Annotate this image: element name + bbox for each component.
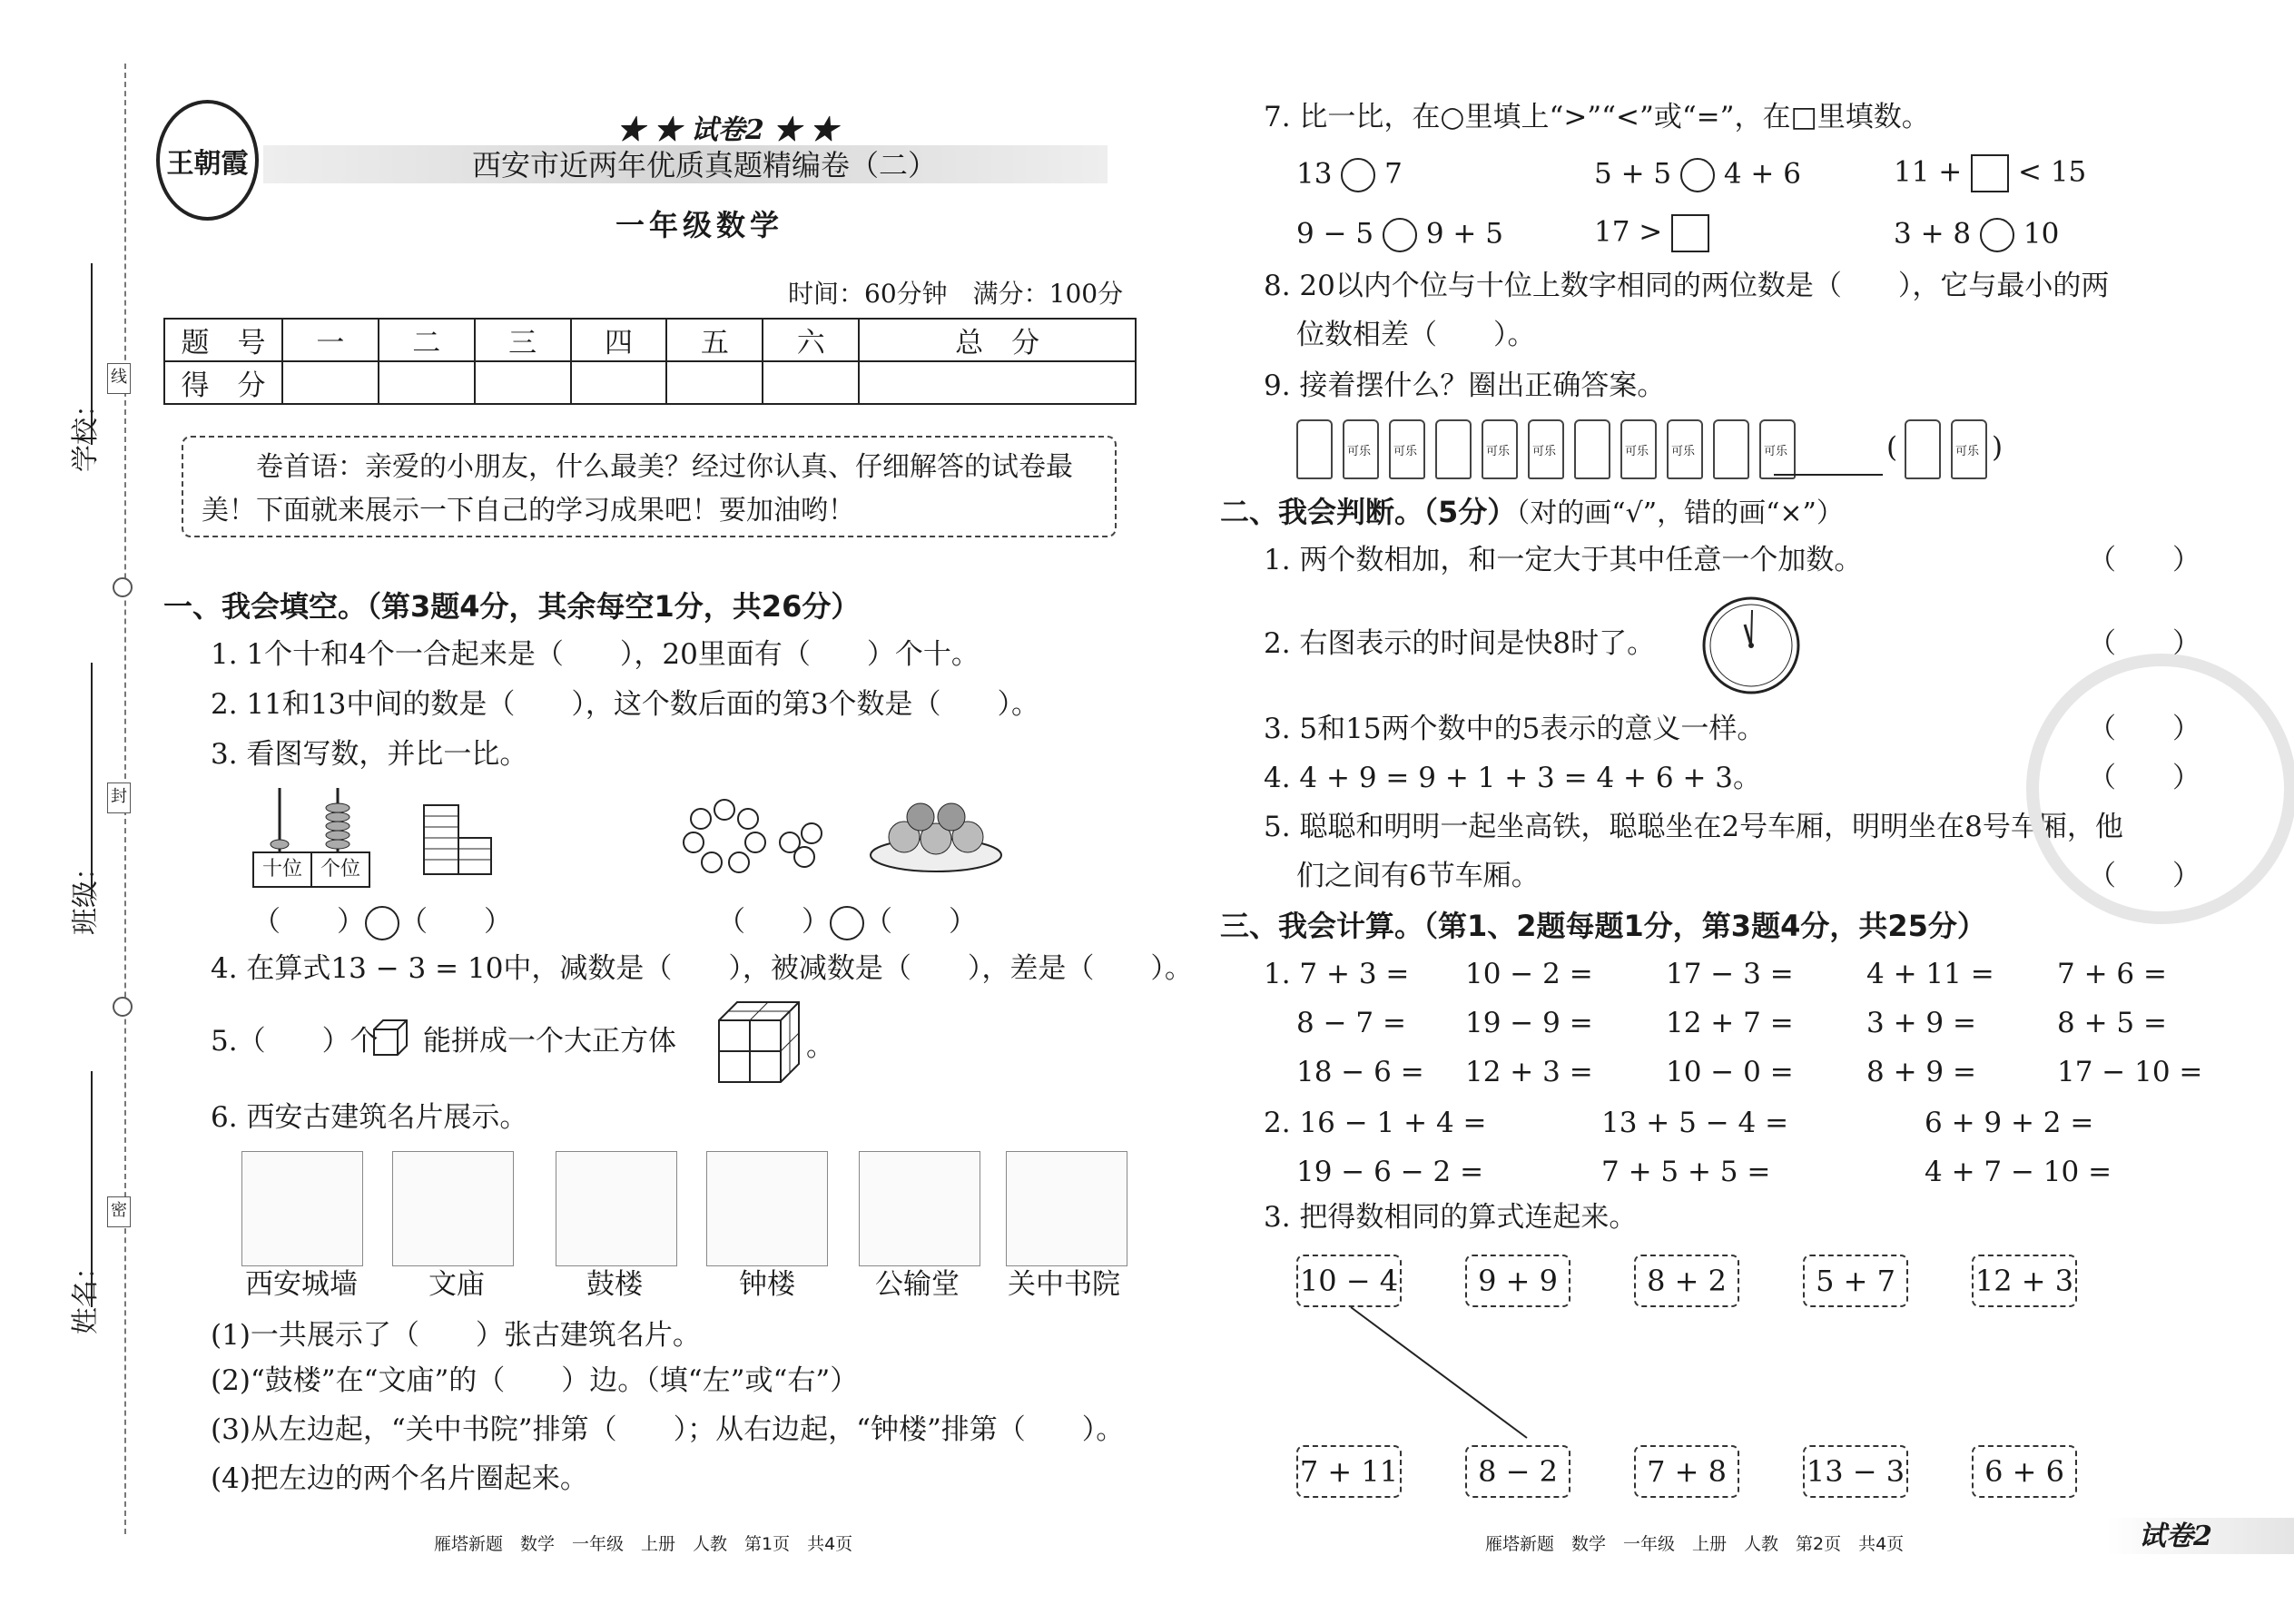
calc-item[interactable]: 6 + 9 + 2 = [1925, 1107, 2094, 1139]
question-6-1: (1)一共展示了（ ）张古建筑名片。 [211, 1319, 701, 1352]
calc-item[interactable]: 10 − 2 = [1465, 958, 1593, 990]
judge-answer[interactable]: （ ） [2088, 544, 2200, 576]
school-label: 学校： [70, 390, 102, 472]
question-8-a: 8. 20以内个位与十位上数字相同的两位数是（ ），它与最小的两 [1264, 270, 2110, 302]
table-cell: 六 [763, 319, 859, 361]
q7-item[interactable]: 13 7 [1296, 158, 1403, 192]
class-write-line [91, 663, 93, 899]
question-4: 4. 在算式13 − 3 = 10中，减数是（ ），被减数是（ ），差是（ ）。 [211, 952, 1193, 985]
cola-bottle-icon: 可乐 [1759, 419, 1796, 479]
class-label: 班级： [70, 853, 102, 935]
score-input-cell[interactable] [763, 361, 859, 404]
building-card-bell-tower[interactable] [706, 1151, 828, 1266]
building-name: 西安城墙 [245, 1268, 358, 1301]
score-input-cell[interactable] [475, 361, 571, 404]
calc-item[interactable]: 2. 16 − 1 + 4 = [1264, 1107, 1487, 1139]
calc-item[interactable]: 18 − 6 = [1296, 1056, 1424, 1088]
school-write-line [91, 263, 93, 445]
calc-item[interactable]: 10 − 0 = [1666, 1056, 1794, 1088]
period: 。 [806, 1030, 834, 1063]
judge-answer[interactable]: （ ） [2088, 860, 2200, 892]
question-3: 3. 看图写数，并比一比。 [211, 738, 528, 771]
question-6-3: (3)从左边起，“关中书院”排第（ ）；从右边起，“钟楼”排第（ ）。 [211, 1413, 1125, 1446]
big-cube-icon [717, 1000, 801, 1084]
sticks-bundle-icon [422, 803, 495, 876]
table-cell: 总 分 [859, 319, 1136, 361]
small-cube-icon [372, 1019, 409, 1057]
section3-title: 三、我会计算。（第1、2题每题1分，第3题4分，共25分） [1220, 909, 1986, 943]
milk-bottle-icon [1296, 419, 1333, 479]
connecting-line [1349, 1305, 1531, 1442]
question-5-b: 能拼成一个大正方体 [423, 1025, 676, 1058]
building-card-city-wall[interactable] [241, 1151, 363, 1266]
question-7: 7. 比一比，在○里填上“>”“<”或“=”，在□里填数。 [1264, 101, 1930, 133]
building-name: 关中书院 [1008, 1268, 1120, 1301]
calc-item[interactable]: 12 + 3 = [1465, 1056, 1593, 1088]
compare-blank-2[interactable]: （ ） （ ） [717, 906, 977, 940]
table-cell: 二 [379, 319, 475, 361]
binding-hole [113, 997, 133, 1017]
answer-choices-close: ) [1992, 431, 2004, 464]
cola-bottle-icon: 可乐 [1528, 419, 1564, 479]
expression-box-top[interactable]: 5 + 7 [1803, 1255, 1908, 1307]
milk-bottle-icon[interactable] [1905, 419, 1941, 479]
expression-box-bottom[interactable]: 6 + 6 [1972, 1445, 2077, 1498]
calc-item[interactable]: 19 − 6 − 2 = [1296, 1156, 1484, 1188]
judge-5-a: 5. 聪聪和明明一起坐高铁，聪聪坐在2号车厢，明明坐在8号车厢，他 [1264, 811, 2123, 843]
calc-item[interactable]: 7 + 6 = [2057, 958, 2167, 990]
answer-choices: ( [1886, 431, 1898, 464]
compare-blank-1[interactable]: （ ） （ ） [252, 906, 512, 940]
question-6-4: (4)把左边的两个名片圈起来。 [211, 1462, 588, 1495]
section2-title: 二、我会判断。（5分）（对的画“√”，错的画“×”） [1220, 495, 1844, 529]
name-label: 姓名： [70, 1253, 102, 1334]
score-table [163, 318, 1137, 405]
calc-item[interactable]: 8 + 5 = [2057, 1007, 2167, 1039]
expression-box-bottom[interactable]: 8 − 2 [1465, 1445, 1570, 1498]
line-mark: 线 [107, 363, 131, 394]
calc-item[interactable]: 17 − 3 = [1666, 958, 1794, 990]
binding-hole [113, 577, 133, 597]
judge-3: 3. 5和15两个数中的5表示的意义一样。 [1264, 713, 1766, 745]
section1-title: 一、我会填空。（第3题4分，其余每空1分，共26分） [163, 589, 861, 624]
abacus-base [252, 851, 370, 888]
score-input-cell[interactable] [859, 361, 1136, 404]
question-6-2: (2)“鼓楼”在“文庙”的（ ）边。（填“左”或“右”） [211, 1364, 859, 1397]
cola-bottle-icon: 可乐 [1482, 419, 1518, 479]
name-write-line [91, 1071, 93, 1307]
judge-answer[interactable]: （ ） [2088, 627, 2200, 660]
table-cell: 题 号 [164, 319, 282, 361]
calc-item[interactable]: 19 − 9 = [1465, 1007, 1593, 1039]
building-card-gongshutang[interactable] [859, 1151, 980, 1266]
calc-item[interactable]: 8 + 9 = [1866, 1056, 1976, 1088]
question-2: 2. 11和13中间的数是（ ），这个数后面的第3个数是（ ）。 [211, 688, 1040, 721]
question-3-connect: 3. 把得数相同的算式连起来。 [1264, 1201, 1638, 1234]
footer-left: 雁塔新题 数学 一年级 上册 人教 第1页 共4页 [434, 1534, 853, 1554]
milk-bottle-icon [1435, 419, 1472, 479]
table-cell: 三 [475, 319, 571, 361]
bottle-sequence [1296, 419, 1806, 483]
building-name: 公输堂 [875, 1268, 960, 1301]
cola-bottle-icon: 可乐 [1343, 419, 1379, 479]
calc-item[interactable]: 7 + 5 + 5 = [1601, 1156, 1771, 1188]
question-9: 9. 接着摆什么？圈出正确答案。 [1264, 369, 1666, 402]
circles-icon [683, 799, 873, 876]
score-input-cell[interactable] [571, 361, 667, 404]
intro-line: 卷首语：亲爱的小朋友，什么最美？经过你认真、仔细解答的试卷最 [256, 451, 1073, 483]
time-score: 时间：60分钟 满分：100分 [788, 279, 1124, 309]
score-input-cell[interactable] [666, 361, 763, 404]
intro-line: 美！下面就来展示一下自己的学习成果吧！要加油哟！ [202, 495, 855, 527]
q7-item[interactable]: 5 + 5 4 + 6 [1594, 158, 1801, 192]
expression-box-top[interactable]: 9 + 9 [1465, 1255, 1570, 1307]
paper-badge: ★ ★ 试卷2 ★ ★ [617, 114, 838, 146]
question-5-a: 5.（ ）个 [211, 1025, 379, 1058]
milk-bottle-icon [1574, 419, 1610, 479]
cola-bottle-icon: 可乐 [1667, 419, 1703, 479]
seal-mark: 封 [107, 782, 131, 813]
score-input-cell[interactable] [282, 361, 379, 404]
abacus-label-tens: 十位 [254, 853, 312, 886]
milk-bottle-icon [1713, 419, 1749, 479]
mi-mark: 密 [107, 1196, 131, 1227]
question-6: 6. 西安古建筑名片展示。 [211, 1101, 528, 1134]
calc-item[interactable]: 4 + 7 − 10 = [1925, 1156, 2112, 1188]
table-cell: 四 [571, 319, 667, 361]
footer-right: 雁塔新题 数学 一年级 上册 人教 第2页 共4页 [1485, 1534, 1905, 1554]
cola-bottle-icon[interactable]: 可乐 [1951, 419, 1987, 479]
calc-item[interactable]: 13 + 5 − 4 = [1601, 1107, 1789, 1139]
paper-title: 西安市近两年优质真题精编卷（二） [472, 148, 938, 182]
q7-item[interactable]: 9 − 5 9 + 5 [1296, 218, 1503, 252]
watermark-seal [2026, 654, 2294, 924]
persimmon-plate-icon [868, 799, 1004, 876]
table-cell: 五 [666, 319, 763, 361]
judge-4: 4. 4 + 9 = 9 + 1 + 3 = 4 + 6 + 3。 [1264, 762, 1761, 794]
calc-item[interactable]: 4 + 11 = [1866, 958, 1994, 990]
building-card-guanzhong[interactable] [1006, 1151, 1127, 1266]
cola-bottle-icon: 可乐 [1389, 419, 1425, 479]
expression-box-top[interactable]: 10 − 4 [1296, 1255, 1402, 1307]
calc-item[interactable]: 17 − 10 = [2057, 1056, 2203, 1088]
q7-item[interactable]: 11 + < 15 [1894, 154, 2086, 192]
abacus-icon [252, 788, 367, 853]
judge-1: 1. 两个数相加，和一定大于其中任意一个加数。 [1264, 544, 1863, 576]
expression-box-bottom[interactable]: 7 + 11 [1296, 1445, 1402, 1498]
building-card-wenmiao[interactable] [392, 1151, 514, 1266]
judge-answer[interactable]: （ ） [2088, 713, 2200, 745]
question-8-b: 位数相差（ ）。 [1296, 319, 1536, 351]
calc-item[interactable]: 1. 7 + 3 = [1264, 958, 1410, 990]
cola-bottle-icon: 可乐 [1620, 419, 1657, 479]
answer-blank[interactable] [1774, 474, 1883, 476]
judge-5-b: 们之间有6节车厢。 [1296, 860, 1540, 892]
table-cell: 得 分 [164, 361, 282, 404]
clock-icon [1701, 595, 1801, 695]
q7-item[interactable]: 3 + 8 10 [1894, 218, 2059, 252]
expression-box-bottom[interactable]: 13 − 3 [1803, 1445, 1908, 1498]
calc-item[interactable]: 8 − 7 = [1296, 1007, 1406, 1039]
calc-item[interactable]: 3 + 9 = [1866, 1007, 1976, 1039]
expression-box-top[interactable]: 12 + 3 [1972, 1255, 2077, 1307]
q7-item[interactable]: 17 > [1594, 214, 1709, 252]
logo: 王朝霞 [156, 100, 259, 221]
table-cell: 一 [282, 319, 379, 361]
score-input-cell[interactable] [379, 361, 475, 404]
expression-box-top[interactable]: 8 + 2 [1634, 1255, 1739, 1307]
building-card-drum-tower[interactable] [556, 1151, 677, 1266]
expression-box-bottom[interactable]: 7 + 8 [1634, 1445, 1739, 1498]
answer-choice-group[interactable] [1905, 419, 1997, 483]
judge-2: 2. 右图表示的时间是快8时了。 [1264, 627, 1656, 660]
building-name: 鼓楼 [586, 1268, 643, 1301]
paper-subtitle: 一年级数学 [615, 208, 784, 242]
abacus-label-ones: 个位 [320, 858, 360, 881]
building-name: 文庙 [428, 1268, 485, 1301]
intro-box [182, 436, 1117, 537]
calc-item[interactable]: 12 + 7 = [1666, 1007, 1794, 1039]
judge-answer[interactable]: （ ） [2088, 762, 2200, 794]
question-1: 1. 1个十和4个一合起来是（ ），20里面有（ ）个十。 [211, 638, 980, 671]
footer-tag: 试卷2 [2139, 1521, 2212, 1552]
building-name: 钟楼 [739, 1268, 795, 1301]
